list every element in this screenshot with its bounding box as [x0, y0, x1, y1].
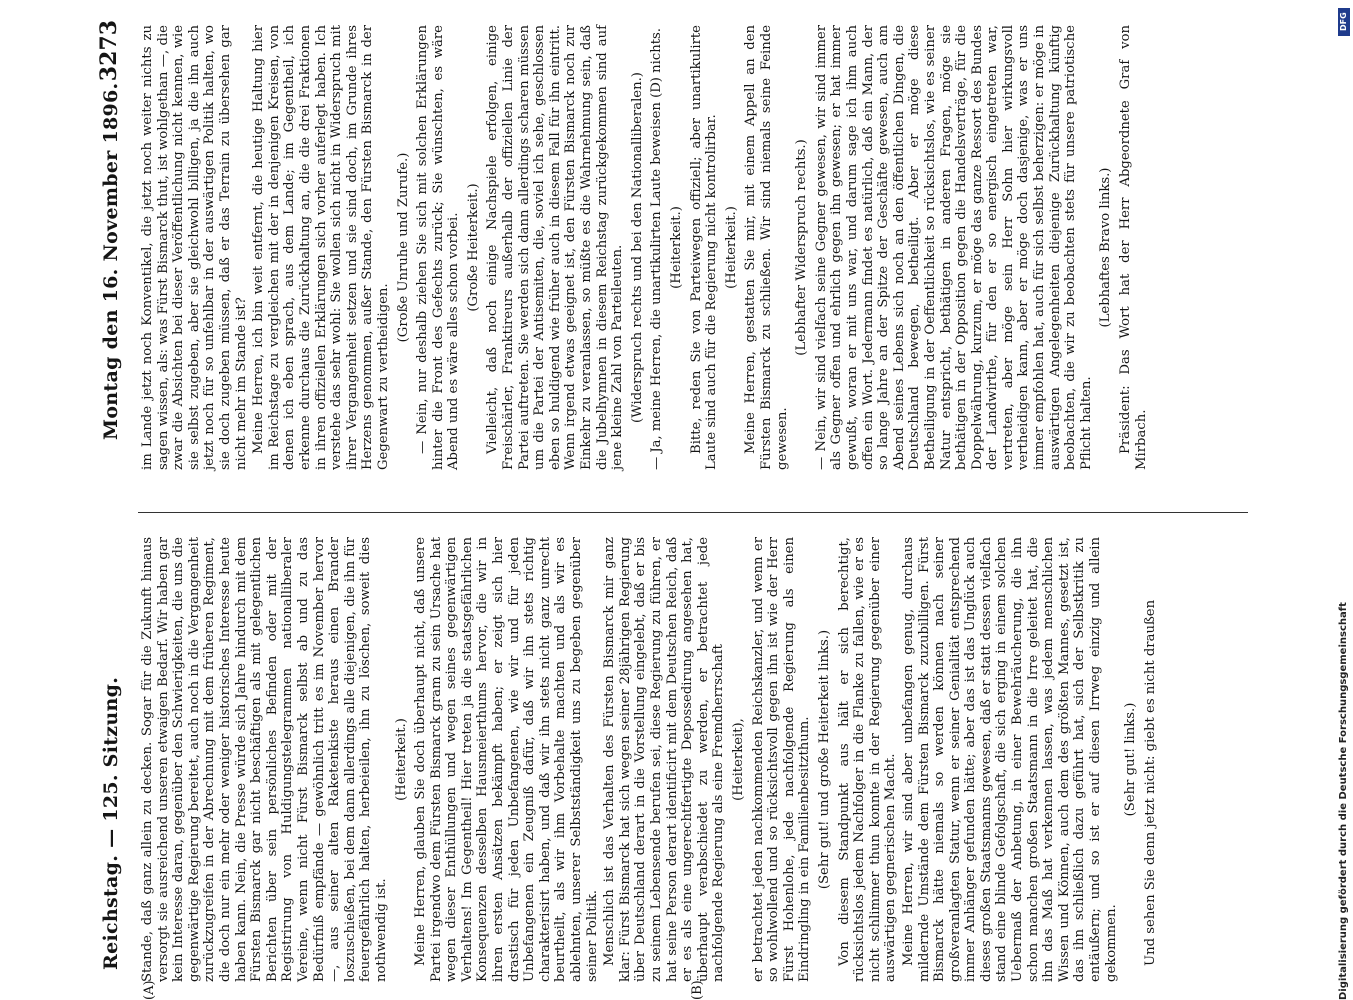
- margin-mark-a: (A): [142, 980, 157, 1000]
- header-left: Reichstag. — 125. Sitzung.: [100, 676, 122, 970]
- interjection: (Lebhaftes Bravo links.): [1098, 167, 1114, 328]
- interjection: (Große Unruhe und Zurufe.): [395, 152, 411, 343]
- paragraph: er betrachtet jeden nachkommenden Reichskanzler, und wenn er so wohlwollend und so rücksichtsvoll gegen ihn ist wie der Herr Fürst Hohenlohe, jede nachfolgende Regierung als einen Eindringling in ein Familienbesitzthum.: [750, 537, 813, 982]
- interjection: (Heiterkeit),: [730, 718, 746, 801]
- paragraph: — Nein, wir sind vielfach seine Gegner gewesen, wir sind immer als Gegner offen und ehrlich gegen ihn gewesen; er hat immer gewußt, woran er mit uns war, und darum sage ich ihm auch offen ein Wort. Jedermann findet es natürlich, daß ein Mann, der so lange Jahre an der Spitze der Geschäfte gewesen, auch am Abend seines Lebens sich noch an den öffentlichen Dingen, die Deutschland bewegen, betheiligt. Aber er möge diese Betheiligung in der Oeffentlichkeit so rücksichtslos, wie es seiner Natur entspricht, bethätigen in anderen Fragen, möge sie bethätigen in der Opposition gegen die Handelsverträge, für die Doppelwährung, kurzum, er möge das ganze Ressort des Bundes der Landwirthe, für den er so energisch eingetreten war, vertreten, aber möge sein Herr Sohn hier wirkungsvoll vertheidigen kann, aber er möge doch dasjenige, was er uns immer empfohlen hat, auch für sich selbst beherzigen: er möge in auswärtigen Angelegenheiten diejenige Zurückhaltung künftig beobachten, die wir zu beobachten stets für unsere patriotische Pflicht halten.: [813, 25, 1094, 470]
- paragraph: im Lande jetzt noch Konventikel, die jetzt noch weiter nichts zu sagen wissen, als: was Fürst Bismarck thut, ist wohlgethan —, die zwar die Absichten bei dieser Veröffentlichung nicht kennen, wie sie selbst zugeben, aber sie gleichwohl billigen, ja die ihn auch jetzt noch für so unfehlbar in der auswärtigen Politik halten, wo sie doch zugeben müssen, daß er das Terrain zu übersehen gar nicht mehr im Stande ist?: [140, 25, 249, 470]
- paragraph: Meine Herren, glauben Sie doch überhaupt nicht, daß unsere Partei irgendwo dem Fürsten Bismarck gram zu sein Ursache hat wegen dieser Enthüllungen und wegen seines gegenwärtigen Verhaltens! Im Gegentheil! Hier treten ja die staatsgefährlichen Konsequenzen desselben Hausmeierthums hervor, die wir in ihren ersten Ansätzen bekämpft haben; er zeigt sich hier drastisch für jeden Unbefangenen, wie wir und für jeden Unbefangenen ein Zeugniß dafür, daß wir ihn stets richtig charakterisirt haben, und daß wir ihn stets nicht ganz unrecht beurtheilt, als wir ihm Vorbehalte machten und als wir es ablehnten, unserer Selbstständigkeit uns zu begeben gegenüber seiner Politik.: [413, 537, 600, 982]
- header-date: Montag den 16. November 1896.: [100, 82, 122, 440]
- paragraph: Menschlich ist das Verhalten des Fürsten Bismarck mir ganz klar: Fürst Bismarck hat sich wegen seiner 28jährigen Regierung über Deutschland derart in die Vorstellung eingelebt, daß er bis zu seinem Lebensende berufen sei, diese Regierung zu führen, er hat seine Person derart identificirt mit dem Deutschen Reich, daß er es als eine ungerechtfertigte Depossedirung angesehen hat, überhaupt verabschiedet zu werden, er betrachtet jede nachfolgende Regierung als eine Fremdherrschaft: [602, 537, 727, 982]
- page-number: 3273: [96, 20, 122, 82]
- page-header: [90, 0, 134, 1000]
- paragraph: — Nein, nur deshalb ziehen Sie sich mit solchen Erklärungen hinter die Front des Gefechts zurück; Sie wünschten, es wäre Abend und es wäre alles schon vorbei.: [415, 25, 462, 470]
- paragraph: Stande, daß ganz allein zu decken. Sogar für die Zukunft hinaus versorgt sie ausreichend unseren etwaigen Bedarf. Wir haben gar kein Interesse daran, gegenüber den Schwierigkeiten, die uns die gegenwärtige Regierung bereitet, auch noch in die Vergangenheit zurückzugreifen in der Abrechnung mit dem früheren Regiment, die doch nur ein mehr oder weniger historisches Interesse heute haben kann. Nein, die Presse würde sich Jahre hindurch mit dem Fürsten Bismarck gar nicht beschäftigen als mit gelegentlichen Berichten über sein persönliches Befinden oder mit der Registrirung von Huldigungstelegrammen nationalliberaler Vereine, wenn nicht Fürst Bismarck selbst ab und zu das Bedürfniß empfände — gewöhnlich tritt es im November hervor —, aus seiner alten Raketenkiste heraus einen Brander loszuschießen, bei dem dann allerdings alle diejenigen, die ihn für feuergefährlich halten, herbeieilen, ihn zu löschen, soweit dies nothwendig ist.: [140, 537, 389, 982]
- paragraph: Meine Herren, ich bin weit entfernt, die heutige Haltung hier im Reichstage zu vergleichen mit der in denjenigen Kreisen, von denen ich eben sprach, aus dem Lande; im Gegentheil, ich erkenne durchaus die Zurückhaltung an, die die drei Fraktionen in ihren offiziellen Erklärungen sich vorher auferlegt haben. Ich verstehe das sehr wohl: Sie wollen sich nicht in Widerspruch mit ihrer Vergangenheit setzen und sie sind doch, im Grunde ihres Herzens genommen, außer Stande, den Fürsten Bismarck in der Gegenwart zu vertheidigen.: [251, 25, 391, 470]
- interjection: (Widerspruch rechts und bei den Nationalliberalen.): [629, 72, 645, 423]
- interjection: (Sehr gut! links.): [1123, 702, 1139, 817]
- column-divider: [138, 512, 1248, 513]
- digitization-text: Digitalisierung gefördert durch die Deutsche Forschungsgemeinschaft: [1338, 602, 1349, 1000]
- paragraph: — Ja, meine Herren, die unartikulirten Laute beweisen (D) nichts.: [649, 28, 665, 470]
- paragraph: Präsident: Das Wort hat der Herr Abgeordnete Graf von Mirbach.: [1118, 25, 1149, 470]
- paragraph: Von diesem Standpunkt aus hält er sich berechtigt, rücksichtslos jedem Nachfolger in die Flanke zu fallen, wie er es nicht schlimmer thun konnte in der Regierung gegenüber einer auswärtigen gegnerischen Macht.: [836, 537, 899, 982]
- right-column: [140, 25, 1151, 470]
- interjection: (Heiterkeit.): [669, 206, 684, 289]
- document-page: [90, 0, 1290, 1000]
- interjection: (Sehr gut! und große Heiterkeit links.): [816, 629, 832, 890]
- interjection: (Lebhafter Widerspruch rechts.): [794, 139, 810, 356]
- interjection: (Heiterkeit.): [393, 718, 409, 801]
- margin-mark-b: (B): [690, 980, 705, 1000]
- paragraph: Meine Herren, gestatten Sie mir, mit einem Appell an den Fürsten Bismarck zu schließen. Wir sind niemals seine Feinde gewesen.: [743, 25, 790, 470]
- left-column: [140, 537, 1160, 982]
- paragraph: Bitte, reden Sie von Parteiwegen offiziell; aber unartikulirte Laute sind auch für die Regierung nicht kontrolirbar.: [688, 25, 720, 470]
- interjection: (Heiterkeit.): [723, 206, 739, 289]
- dfg-logo: DFG: [1338, 8, 1350, 36]
- paragraph: Und sehen Sie denn jetzt nicht: giebt es nicht draußen: [1142, 599, 1158, 966]
- paragraph: Vielleicht, daß noch einige Nachspiele erfolgen, einige Freischärler, Franktireurs außerhalb der offiziellen Linie der Partei auftreten. Sie werden sich dann allerdings scharen müssen um die Partei der Antisemiten, die, soviel ich sehe, geschlossen eben so huldigend wie früher auch in diesem Fall für ihn eintritt. Wenn irgend etwas geeignet ist, den Fürsten Bismarck noch zur Einkehr zu veranlassen, so müßte es die Wahrnehmung sein, daß die Jubelhymnen in diesem Reichstag zurückgekommen sind auf jene kleine Zahl von Parteileuten.: [485, 25, 626, 470]
- paragraph: Meine Herren, wir sind aber unbefangen genug, durchaus mildernde Umstände dem Fürsten Bismarck zuzubilligen. Fürst Bismarck hätte niemals so werden können nach seiner großveranlagten Statur, wenn er seiner Genialität entsprechend immer Anhänger gefunden hätte; aber das ist das Unglück auch dieses großen Staatsmanns gewesen, daß er statt dessen vielfach stand eine blinde Gefolgschaft, die sich erging in einem solchen Uebermaß der Anbetung, in einer Bewehräucherung, die ihn schon manchen großen Staatsmann in die Irre geleitet hat, die ihn das Maß hat verkennen lassen, was jedem menschlichen Wissen und Können, auch dem des größten Mannes, gesetzt ist, das ihn schließlich dazu geführt hat, sich der Selbstkritik zu entäußern; und so ist er auf diesen Irrweg einzig und allein gekommen.: [900, 537, 1119, 982]
- interjection: (Große Heiterkeit.): [465, 183, 481, 312]
